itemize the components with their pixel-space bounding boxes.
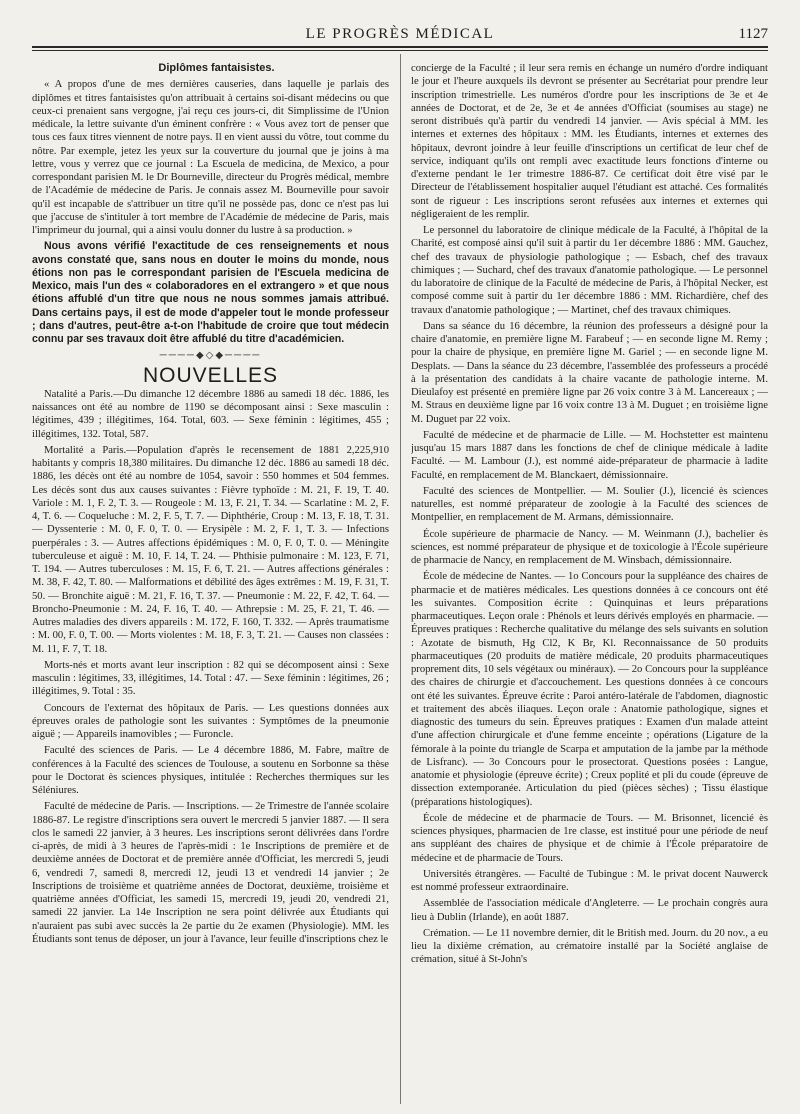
tours-paragraph: École de médecine et de pharmacie de Tours. — M. Brisonnet, licencié ès sciences physiques, pharmacien de 1re classe, est institué pour une période de neuf ans suppléant des chaires de physique et de chimie à l'École préparatoire de médecine et de pharmacie de Tours.: [411, 812, 768, 864]
seance-paragraph: Dans sa séance du 16 décembre, la réunion des professeurs a désigné pour la chaire d'anatomie, en première ligne M. Farabeuf ; — en seconde ligne M. Remy ; pour la chaire de physique, en première ligne M. Gariel ; — en seconde ligne M. Desplats. — Dans la séance du 23 décembre, l'assemblée des professeurs a procédé à la présentation des candidats à la chaire vacante de pathologie interne. M. Dieulafoy est présenté en première ligne par 26 voix contre 3 à M. Lancereaux ; — M. Straus en deuxième ligne par 16 voix contre 13 à M. Duguet ; en troisième ligne M. Duguet par 22 voix.: [411, 320, 768, 425]
diplomes-title: Diplômes fantaisistes.: [158, 62, 275, 74]
montpellier-paragraph: Faculté des sciences de Montpellier. — M. Soulier (J.), licencié ès sciences naturelles, est nommé préparateur de zoologie à la Faculté des sciences de Montpellier, en remplacement de M. Armans, démissionnaire.: [411, 485, 768, 524]
header-rule-thin: [32, 50, 768, 51]
cremation-paragraph: Crémation. — Le 11 novembre dernier, dit le British med. Journ. du 20 nov., a eu lieu la dixième crémation, au crématoire installé par la Société anglaise de crémation, situé à St-John's: [411, 927, 768, 966]
lille-paragraph: Faculté de médecine et de pharmacie de Lille. — M. Hochstetter est maintenu jusqu'au 15 mars 1887 dans les fonctions de chef de clinique médicale à ladite Faculté. — M. Lambour (J.), est nommé aide-préparateur de pharmacie à ladite Faculté, en remplacement de M. Blanckaert, démissionnaire.: [411, 429, 768, 481]
faculte-medecine-paris-paragraph: Faculté de médecine de Paris. — Inscriptions. — 2e Trimestre de l'année scolaire 1886-87. Le registre d'inscriptions sera ouvert le mercredi 5 janvier 1887. — Il sera clos le samedi 22 janvier, à 3 heures. Les inscriptions seront délivrées dans l'ordre ci-après, de midi à 3 heures de l'après-midi : 1e Inscriptions de première et de deuxième années de Doctorat et de première année d'Officiat, les mercredi 5, jeudi 6, vendredi 7, samedi 8, mercredi 12, jeudi 13 et vendredi 14 janvier ; 2e Inscriptions de troisième et quatrième années de Doctorat, deuxième, troisième et quatrième années d'Officiat, les samedi 15, mercredi 19, jeudi 20, vendredi 21, samedi 22 janvier. La 14e Inscription ne sera point délivrée aux Étudiants qui n'auraient pas subi avec succès la 2e partie du 2e examen (Physiologie). MM. les Étudiants sont tenus de déposer, un jour à l'avance, leur feuille d'inscriptions chez le: [32, 801, 389, 945]
assemblee-paragraph: Assemblée de l'association médicale d'Angleterre. — Le prochain congrès aura lieu à Dublin (Irlande), en août 1887.: [411, 898, 768, 923]
natalite-paragraph: Natalité a Paris.—Du dimanche 12 décembre 1886 au samedi 18 déc. 1886, les naissances ont été au nombre de 1190 se décomposant ainsi : Sexe masculin : légitimes, 439 ; illégitimes, 164. Total, 603. — Sexe féminin : légitimes, 455 ; illégitimes, 132. Total, 587.: [32, 388, 389, 440]
morts-nes-paragraph: Morts-nés et morts avant leur inscription : 82 qui se décomposent ainsi : Sexe masculin : légitimes, 33, illégitimes, 14. Total : 47. — Sexe féminin : légitimes, 26 ; illégitimes, 9. Total : 35.: [32, 659, 389, 698]
ornament-divider: ────◆◇◆────: [159, 350, 262, 362]
left-column: [32, 62, 389, 1106]
page-header: [32, 26, 768, 46]
right-column: [411, 62, 768, 1106]
journal-title: LE PROGRÈS MÉDICAL: [305, 26, 495, 42]
column-divider: [400, 54, 401, 1104]
inscriptions-continuation: concierge de la Faculté ; il leur sera remis en échange un numéro d'ordre indiquant le jour et l'heure auxquels ils devront se présenter au Secrétariat pour prendre leur inscription trimestrielle. Les numéros d'ordre pour les inscriptions de 3e et 4e années de Doctorat, et de 2e, 3e et 4e années d'Officiat (soumises au stage) ne seront distribués qu'à partir du vendredi 14 janvier. — Avis spécial à MM. les internes et externes des hôpitaux : MM. les Étudiants, internes et externes des hôpitaux, devront joindre à leur feuille d'inscriptions un certificat de leur chef de service, indiquant qu'ils ont rempli avec exactitude leurs fonctions d'interne ou d'externe pendant le 1er trimestre 1886-87. Ce certificat doit être visé par le Directeur de l'établissement hospitalier auquel l'étudiant est attaché. Ces formalités sont de rigueur : Les inscriptions seront refusées aux internes et externes qui négligeraient de les remplir.: [411, 63, 768, 220]
page-number: 1127: [738, 26, 768, 42]
faculte-sciences-paris-paragraph: Faculté des sciences de Paris. — Le 4 décembre 1886, M. Fabre, maître de conférences à la Faculté des sciences de Toulouse, a soutenu en Sorbonne sa thèse pour le Doctorat ès sciences physiques, intitulée : Recherches thermiques sur les Séléniures.: [32, 745, 389, 796]
diplomes-commentary: Nous avons vérifié l'exactitude de ces renseignements et nous avons constaté que, sans nous en douter le moins du monde, nous étions non pas le correspondant parisien de l'Escuela medicina de Mexico, mais l'un des « colaboradores en el extrangero » et que nous étions affublé d'un titre que nous ne nous sommes jamais attribué. Dans certains pays, il est de mode d'appeler tout le monde professeur ; dans d'autres, peut-être a-t-on l'habitude de croire que tout médecin connu par ses travaux doit être affublé du titre d'académicien.: [32, 240, 389, 345]
header-rule-thick: [32, 46, 768, 48]
nancy-paragraph: École supérieure de pharmacie de Nancy. — M. Weinmann (J.), bachelier ès sciences, est nommé préparateur de physique et de toxicologie à l'École supérieure de pharmacie de Nancy, en remplacement de M. Winsbach, démissionnaire.: [411, 528, 768, 566]
mortalite-paragraph: Mortalité a Paris.—Population d'après le recensement de 1881 2,225,910 habitants y compris 18,380 militaires. Du dimanche 12 déc. 1886 au samedi 18 déc. 1886, les décès ont été au nombre de 1054, savoir : 550 hommes et 504 femmes. Les décès sont dus aux causes suivantes : Fièvre typhoïde : M. 21, F. 19, T. 40. Variole : M. 1, F. 2, T. 3. — Rougeole : M. 13, F. 21, T. 34. — Scarlatine : M. 2, F. 4, T. 6. — Coqueluche : M. 2, F. 5, T. 7. — Diphthérie, Croup : M. 13, F. 18, T. 31. — Dyssenterie : M. 0, F. 0, T. 0. — Erysipèle : M. 2, F. 1, T. 3. — Infections puerpérales : 3. — Autres affections épidémiques : M. 0, F. 0, T. 0. — Méningite tuberculeuse et aiguë : M. 10, F. 14, T. 24. — Phthisie pulmonaire : M. 123, F. 71, T. 194. — Autres tuberculoses : M. 15, F. 6, T. 21. — Autres affections générales : M. 38, F. 42, T. 80. — Malformations et débilité des âges extrêmes : M. 19, F. 31, T. 50. — Bronchite aiguë : M. 21, F. 16, T. 37. — Pneumonie : M. 22, F. 42, T. 64. — Broncho-Pneumonie : M. 24, F. 16, T. 40. — Athrepsie : M. 25, F. 21, T. 46. — Autres maladies des divers appareils : M. 172, F. 160, T. 332. — Après traumatisme : M. 00, F. 0, T. 00. — Morts violentes : M. 18, F. 3, T. 21. — Causes non classées : M. 11, F. 7, T. 18.: [32, 444, 389, 655]
nantes-paragraph: École de médecine de Nantes. — 1o Concours pour la suppléance des chaires de pharmacie et de matières médicales. Les questions données à ce concours ont été les suivantes. Composition écrite : Quinquinas et leurs préparations pharmaceutiques. Leçon orale : Phénols et leurs dérivés employés en pharmacie. — Épreuves pratiques : Recherche qualitative du mélange des sels suivants en solution : Azotate de bismuth, Hg Cl2, K Br, Kl. Reconnaissance de 50 produits pharmaceutiques (20 produits de matière médicale, 20 produits pharmaceutiques proprement dits, 10 sels végétaux ou minéraux). — 2o Concours pour la suppléance des chaires de chirurgie et d'accouchement. Les questions données à ce concours ont été les suivantes. Épreuve écrite : Paroi antéro-latérale de l'abdomen, diagnostic et traitement des abcès iliaques. Leçon orale : Anatomie pathologique, signes et diagnostic des tumeurs du sein. Épreuves pratiques : Examen d'un malade atteint d'une affection chirurgicale et d'une femme enceinte ; opérations (Ligature de la fémorale à la pointe du triangle de Scarpa et amputation de la jambe par la méthode de Lisfranc). — 3o Concours pour le prosectorat. Questions posées : Langue, anatomie et physiologie (épreuve écrite) ; Creux poplité et pli du coude (épreuve de dissection extemporanée. Articulation du pied (pièces sèches) ; Tissu élastique (préparations histologiques).: [411, 571, 768, 808]
concours-externat-paragraph: Concours de l'externat des hôpitaux de Paris. — Les questions données aux épreuves orales de pathologie sont les suivantes : Symptômes de la pneumonie aiguë ; — Appareils inamovibles ; — Furoncle.: [32, 702, 389, 740]
diplomes-letter: « A propos d'une de mes dernières causeries, dans laquelle je parlais des diplômes et titres fantaisistes qu'on attribuait à certains soi-disant médecins ou que ceux-ci prenaient sans vergogne, j'ai reçu ces jours-ci, dit Simplissime de l'Union médicale, la lettre suivante d'un éminent confrère : « Vous avez tort de penser que tous ces faux titres viennent de notre pays. Il en vient aussi du vôtre, tout comme du nôtre. Par exemple, jetez les yeux sur la couverture du journal que je joins à ma lettre, vous y verrez que ce journal : La Escuela de medicina, de Mexico, a pour correspondant parisien M. le Dr Bourneville, directeur du Progrès médical, membre de l'Académie de médecine de Paris. Je connais assez M. Bourneville pour savoir qu'il est incapable de s'attribuer un titre qu'il ne possède pas, donc ce n'est pas lui que j'accuse de s'intituler à tort membre de l'Académie de médecine de Paris, mais l'imprimeur du journal, qui a ainsi voulu donner du lustre à sa production. »: [32, 79, 389, 236]
universites-paragraph: Universités étrangères. — Faculté de Tubingue : M. le privat docent Nauwerck est nommé professeur extraordinaire.: [411, 868, 768, 893]
laboratoire-paragraph: Le personnel du laboratoire de clinique médicale de la Faculté, à l'hôpital de la Charité, est composé ainsi qu'il suit à partir du 1er décembre 1886 : MM. Gauchez, chef des travaux de physiologie pathologique ; — Esbach, chef des travaux chimiques ; — Suchard, chef des travaux d'anatomie pathologique. — Le personnel du laboratoire de clinique de la Faculté de médecine de Paris, à l'hôpital Necker, est composé comme suit à partir du 1er décembre 1886 : MM. Richardière, chef des travaux d'anatomie pathologique ; — Martinet, chef des travaux chimiques.: [411, 225, 768, 316]
nouvelles-title: NOUVELLES: [142, 363, 279, 387]
